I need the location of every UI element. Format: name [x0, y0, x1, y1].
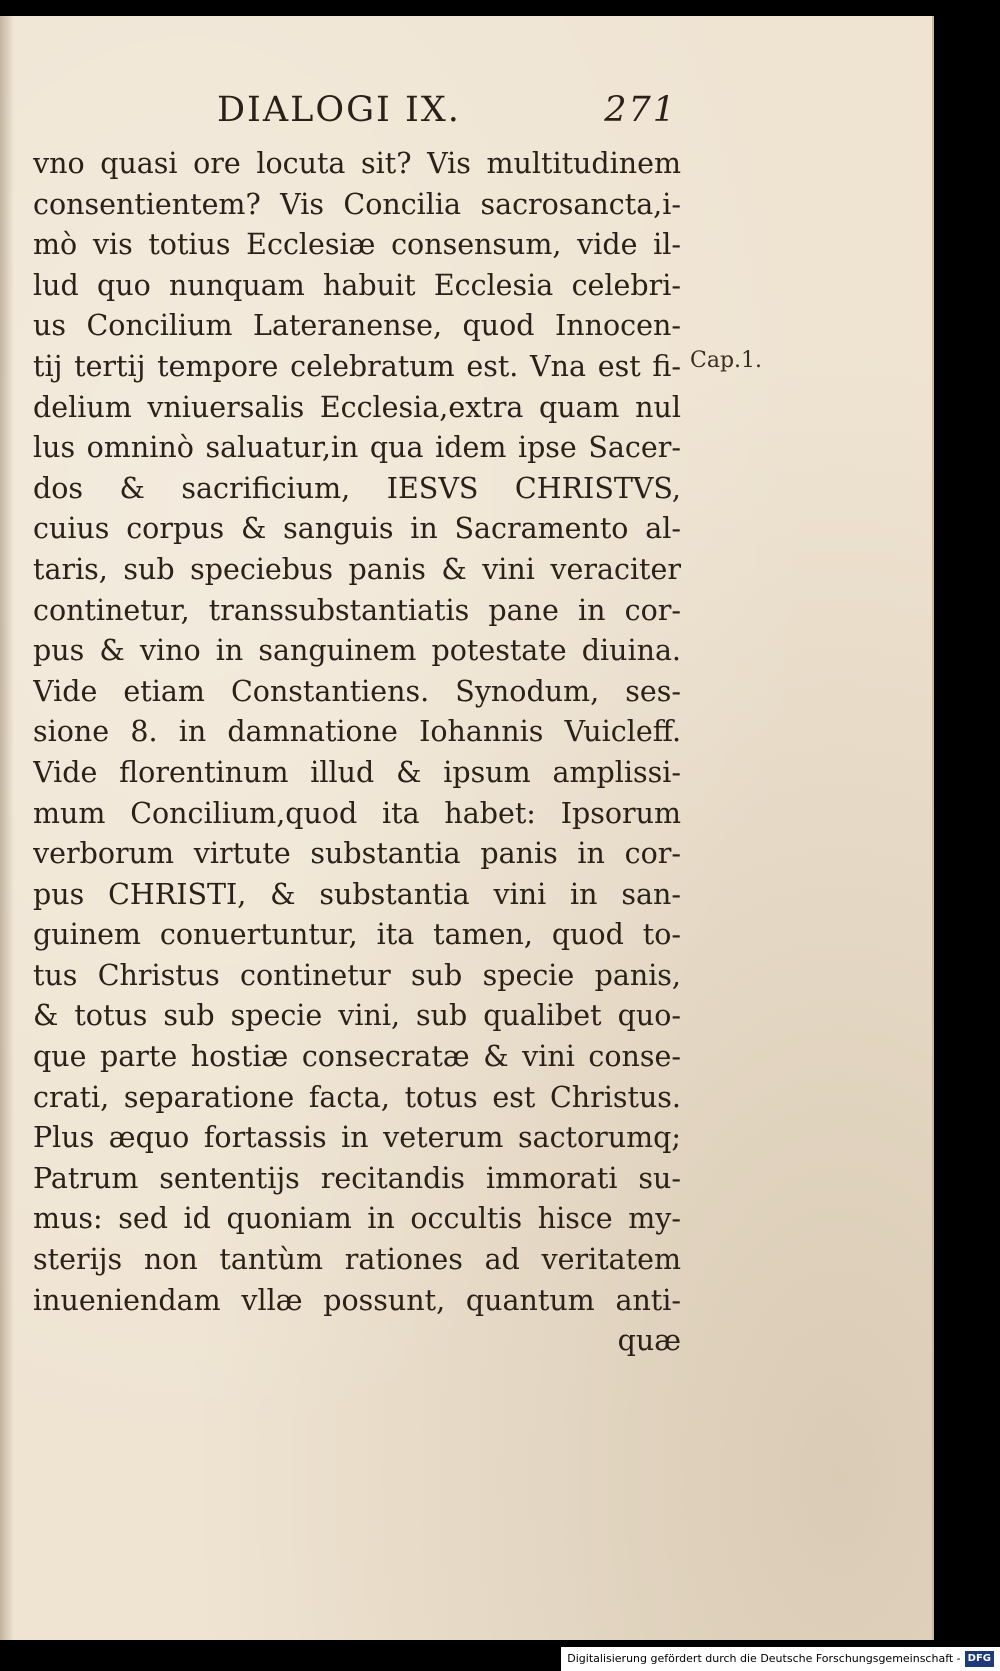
- body-text: [33, 144, 681, 1362]
- text-line: tij tertij tempore celebratum est. Vna est fi-: [33, 349, 681, 383]
- digitization-credit: [561, 1647, 1000, 1671]
- text-line: guinem conuertuntur, ita tamen, quod to-: [33, 918, 681, 952]
- text-line: lus omninò saluatur,in qua idem ipse Sacer-: [33, 431, 681, 465]
- text-line: taris, sub speciebus panis & vini veraciter: [33, 552, 681, 586]
- catchword: quæ: [617, 1324, 681, 1358]
- text-line: continetur, transsubstantiatis pane in cor-: [33, 593, 681, 627]
- credit-text: Digitalisierung gefördert durch die Deutsche Forschungsgemeinschaft -: [567, 1652, 961, 1665]
- text-line: vno quasi ore locuta sit? Vis multitudinem: [33, 147, 681, 180]
- running-head: [217, 90, 677, 140]
- text-line: mum Concilium,quod ita habet: Ipsorum: [33, 796, 681, 830]
- text-line: Vide florentinum illud & ipsum amplissi-: [33, 755, 681, 789]
- text-line: mò vis totius Ecclesiæ consensum, vide il-: [33, 228, 681, 262]
- text-line: sione 8. in damnatione Iohannis Vuicleff.: [33, 715, 681, 749]
- text-line: Patrum sententijs recitandis immorati su-: [33, 1161, 681, 1195]
- text-line: pus CHRISTI, & substantia vini in san-: [33, 877, 681, 911]
- text-line: inueniendam vllæ possunt, quantum anti-: [33, 1283, 681, 1317]
- text-line: & totus sub specie vini, sub qualibet quo-: [33, 999, 681, 1033]
- dfg-logo: DFG: [965, 1651, 994, 1667]
- text-line: us Concilium Lateranense, quod Innocen-: [33, 309, 681, 343]
- text-line: Plus æquo fortassis in veterum sactorumq;: [33, 1121, 681, 1155]
- page-number: 271: [604, 90, 677, 130]
- running-title: DIALOGI IX.: [217, 90, 461, 130]
- text-line: Vide etiam Constantiens. Synodum, ses-: [33, 674, 681, 708]
- text-line: que parte hostiæ consecratæ & vini conse-: [33, 1040, 681, 1074]
- text-line: cuius corpus & sanguis in Sacramento al-: [33, 512, 681, 546]
- text-line: delium vniuersalis Ecclesia,extra quam nul: [33, 390, 681, 424]
- marginal-note: Cap.1.: [690, 348, 763, 373]
- text-line: mus: sed id quoniam in occultis hisce my-: [33, 1202, 681, 1236]
- text-line: dos & sacrificium, IESVS CHRISTVS,: [33, 471, 681, 505]
- text-line: sterijs non tantùm rationes ad veritatem: [33, 1243, 681, 1277]
- text-line: consentientem? Vis Concilia sacrosancta,i-: [33, 187, 681, 221]
- page-gutter-shadow: [0, 16, 14, 1640]
- text-line: crati, separatione facta, totus est Christus.: [33, 1080, 681, 1114]
- text-line: lud quo nunquam habuit Ecclesia celebri-: [33, 268, 681, 302]
- text-line: pus & vino in sanguinem potestate diuina.: [33, 634, 681, 668]
- book-page: [0, 16, 934, 1640]
- text-line: tus Christus continetur sub specie panis,: [33, 958, 681, 992]
- text-line: verborum virtute substantia panis in cor-: [33, 837, 681, 871]
